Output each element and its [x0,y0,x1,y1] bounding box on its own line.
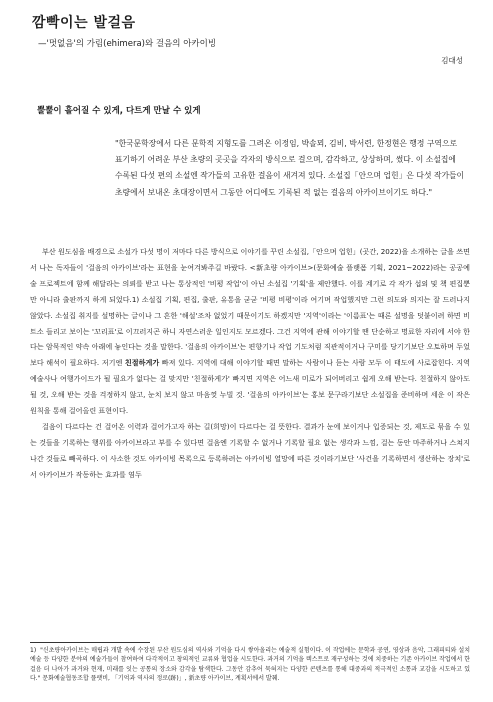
document-title: 깜빡이는 발걸음 [32,15,136,31]
block-quote: "한국문학장에서 다른 문학적 지형도를 그려온 이정임, 박솔뫼, 김비, 박서련, 한정현은 행정 구역으로 표기하기 어려운 부산 초량의 곳곳을 각자의 방식으로 걸으며, 감각하고, 상상하며, 썼다. 이 소설집에 수록된 다섯 편의 소설엔 작가들의 고유한 걸음이 새겨져 있다. 소설집「안으며 업힌」은 다섯 작가들이 초량에서 보내온 초대장이면서 그동안 어디에도 기록된 적 없는 걸음의 아카이브이기도 하다." [115,139,465,197]
body-paragraph: 걸음이 다르다는 건 걸어온 이력과 걸어가고자 하는 길(희망)이 다르다는 걸 뜻한다. 결과가 눈에 보이거나 입증되는 것, 제도로 묶을 수 있는 것들을 기록하는 행위를 아카이브라고 부를 수 있다면 걸음엔 기록할 수 없거나 기록할 필요 없는 생각과 느낌, 걸는 동안 마주하거나 스쳐지나간 것들로 빼곡하다. 이 사소한 것도 아카이빙 목록으로 등록하려는 아카이빙 열망에 따른 것이라기보단 '사건을 기록하면서 생산하는 장치'로서 아카이브가 작동하는 효과를 염두 [30,421,470,479]
document-subtitle: —'멋없음'의 가림(ehimera)와 걸음의 아카이빙 [38,39,217,49]
footnote-text: "신초량아카이브는 매립과 개발 속에 수장된 부산 원도심의 역사와 기억을 다시 쌓아올리는 예술적 실험이다. 이 작업에는 문학과 공연, 영상과 음악, 그래피티와 설치예술 등 다양한 분야의 예술가들이 참여하여 다각적이고 창의적인 교류와 협업을 시도한다. 과거의 기억을 텍스트로 재구성하는 것에 치중하는 기존 아카이브 작업에서 한 걸음 더 나아가 과거와 현재, 미래를 잇는 공통의 장소와 감각을 탐색한다. 그동안 감추어 묵혀지는 다양한 콘텐츠를 통해 대중과의 적극적인 소통과 교감을 시도하고 있다." 문화예술협동조합 플랫비, 「기억과 역사의 정로(跡)」, 新초량 아카이브, 계획서에서 발췌. [30,647,470,682]
footnote-divider [30,642,150,643]
body-paragraph [30,244,470,419]
body-text [30,244,470,483]
author-name: 김대성 [441,56,463,65]
body-paragraph-text: 빠져 있다. 지역에 대해 이야기할 때면 말하는 사람이나 듣는 사람 모두 이 태도에 사로잡힌다. 지역예술사나 여행가이드가 될 필요가 없다는 걸 맞지만 '친절하게가' 빠지면 지역은 어느새 미로가 되어버리고 쉽게 오해 받는다. 친절하지 않아도 될 것, 오해 받는 것을 걱정하지 않고, 눈치 보지 않고 마음껏 누빌 것. '걸음의 아카이브'는 홍보 문구라기보단 소설집을 준비하며 세운 이 작은 원칙을 통해 걸어올린 표현이다. [30,358,470,416]
section-heading: 뿔뿔이 흩어질 수 있게, 다트게 만날 수 있게 [37,106,201,116]
emphasis-text: 친절하게가 [124,358,160,368]
footnote [30,646,470,683]
body-paragraph-text: 부산 원도심을 배경으로 소설가 다섯 명이 저마다 다른 방식으로 이야기를 꾸린 소설집,「안으며 업힌」(곳간, 2022)을 소개하는 글을 쓰면서 나는 독자들이 '걸음의 아카이브'라는 표현을 눈여겨봐주길 바랐다. <新초량 아카이브>(문화예술 플랫폼 기획, 2021~2022)라는 공공예술 프로젝트에 함께 해달라는 의뢰를 받고 나는 통상적인 '비평 작업'이 아닌 소설집 '기획'을 제안했다. 이를 계기로 각 작가 섭외 및 책 편집뿐만 아니라 출판까지 하게 되었다.1) 소설집 기획, 편집, 출판, 유통을 굳굳 '비평 비평'이라 여기며 작업했지만 그런 의도와 의지는 잘 드러나지 않았다. 소설집 취지를 설명하는 글이나 그 흔한 '해설'조차 없었기 때문이기도 하겠지만 '지역'이라는 '이름표'는 때론 설명을 덧붙이려 하면 비트소 들리고 보이는 '꼬리표'로 이끄러지곤 하니 자연스러운 일인지도 모르겠다. 그건 지역에 관해 이야기할 땐 단순하고 명료한 자리에 서야 한다는 암묵적인 약속 아래에 놓인다는 것을 말한다. '걸음의 아카이브'는 편향기나 작업 기도처럼 직관적이거나 구미를 당기기보단 오토하며 두었보다 해석이 필요하다. 저기엔 [30,247,470,368]
footnote-marker: 1) [30,647,37,654]
